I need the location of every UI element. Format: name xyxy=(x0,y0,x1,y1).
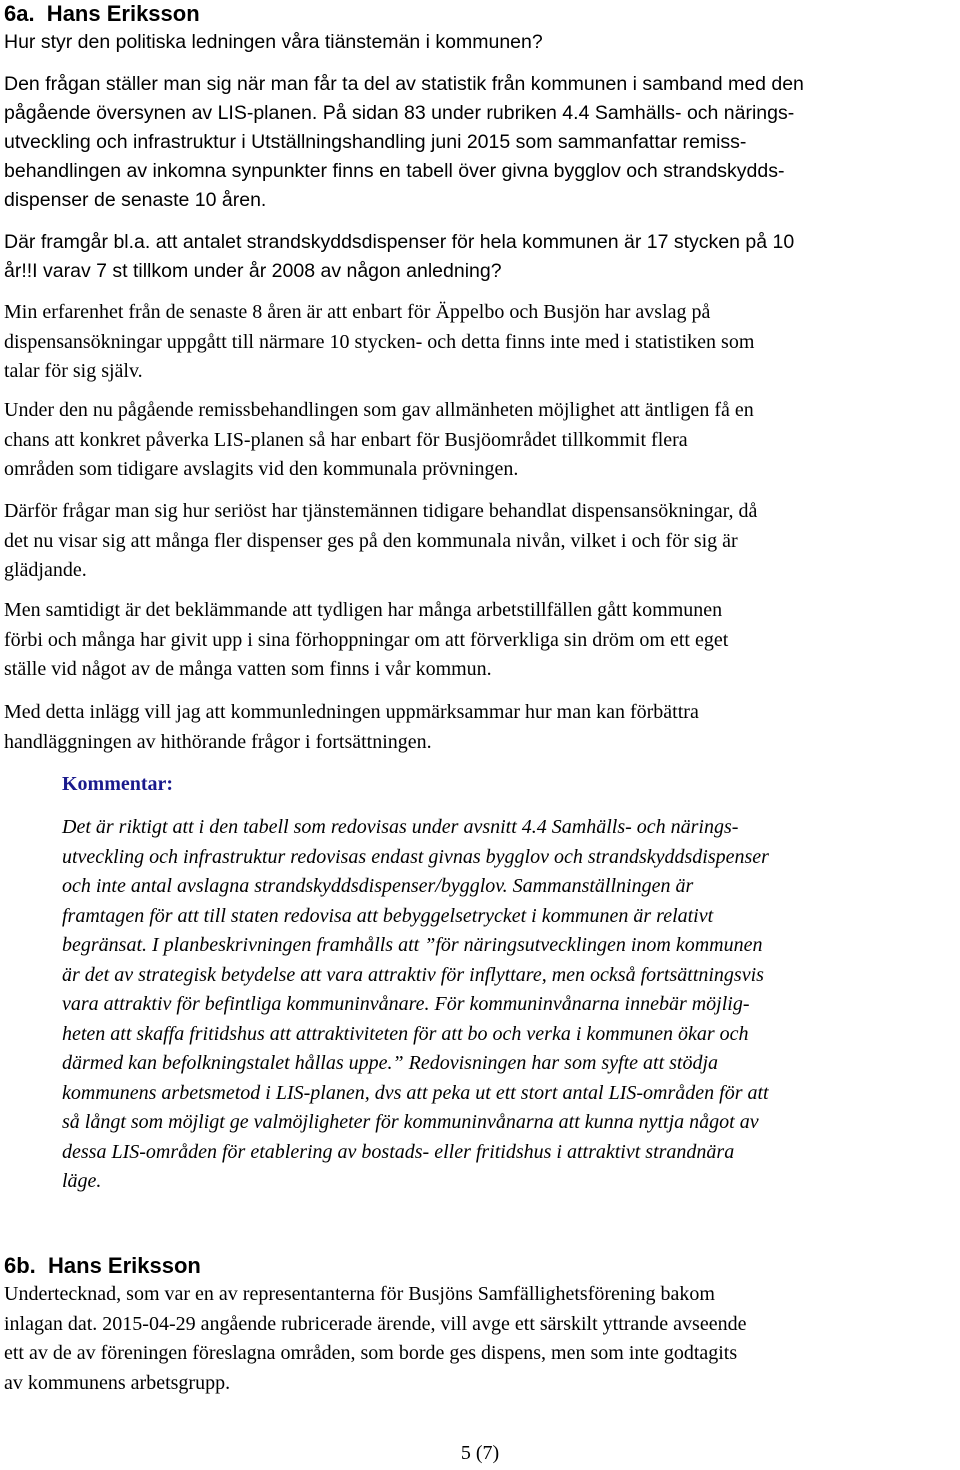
section-b-line: av kommunens arbetsgrupp. xyxy=(4,1371,231,1394)
paragraph-line: Därför frågar man sig hur seriöst har tjänstemännen tidigare behandlat dispensansökningar, då xyxy=(4,500,758,522)
comment-text xyxy=(62,813,769,1197)
paragraph-line: chans att konkret påverka LIS-planen så har enbart för Busjöområdet tillkommit flera xyxy=(4,428,688,451)
comment-line: läge. xyxy=(62,1170,102,1192)
paragraph-line: Under den nu pågående remissbehandlingen som gav allmänheten möjlighet att äntligen få en xyxy=(4,399,754,421)
paragraph-line: dispenser de senaste 10 åren. xyxy=(4,189,267,211)
section-b-line: Undertecknad, som var en av representanterna för Busjöns Samfällighetsförening bakom xyxy=(4,1283,715,1305)
paragraph-line: ställe vid något av de många vatten som finns i vår kommun. xyxy=(4,658,492,680)
comment-block xyxy=(62,770,769,1197)
paragraph-line: handläggningen av hithörande frågor i fortsättningen. xyxy=(4,730,432,753)
comment-line: kommunens arbetsmetod i LIS-planen, dvs att peka ut ett stort antal LIS-områden för att xyxy=(62,1081,769,1104)
intro-line: Den frågan ställer man sig när man får ta del av statistik från kommunen i samband med den xyxy=(4,73,804,95)
comment-line: är det av strategisk betydelse att vara attraktiv för inflyttare, men också fortsättningsvis xyxy=(62,963,764,986)
section-b-line: ett av de av föreningen föreslagna områden, som borde ges dispens, men som inte godtagits xyxy=(4,1342,738,1364)
comment-line: framtagen för att till staten redovisa att bebyggelsetrycket i kommunen är relativt xyxy=(62,904,714,927)
paragraph-5 xyxy=(4,497,757,586)
comment-line: begränsat. I planbeskrivningen framhålls att ”för näringsutvecklingen inom kommunen xyxy=(62,934,763,956)
paragraph-line: det nu visar sig att många fler dispenser ges på den kommunala nivån, vilket i och för sig är xyxy=(4,529,738,552)
paragraph-line: dispensansökningar uppgått till närmare 10 stycken- och detta finns inte med i statistiken som xyxy=(4,330,755,353)
section-b-line: inlagan dat. 2015-04-29 angående rubricerade ärende, vill avge ett särskilt yttrande avseende xyxy=(4,1312,747,1335)
comment-line: vara attraktiv för befintliga kommuninvånare. För kommuninvånarna innebär möjlig- xyxy=(62,993,750,1015)
paragraph-line: områden som tidigare avslagits vid den kommunala prövningen. xyxy=(4,458,519,480)
section-a-intro xyxy=(4,70,804,128)
section-b xyxy=(4,1251,746,1398)
paragraph-3 xyxy=(4,298,754,387)
page-number: 5 (7) xyxy=(460,1442,500,1464)
paragraph-line: år!!I varav 7 st tillkom under år 2008 av någon anledning? xyxy=(4,260,502,282)
paragraph-1 xyxy=(4,128,784,215)
paragraph-line: utveckling och infrastruktur i Utställningshandling juni 2015 som sammanfattar remiss- xyxy=(4,131,747,153)
paragraph-line: glädjande. xyxy=(4,559,87,581)
section-a xyxy=(4,0,543,57)
paragraph-7 xyxy=(4,698,699,757)
section-a-heading: 6a. Hans Eriksson xyxy=(4,1,200,26)
paragraph-line: Min erfarenhet från de senaste 8 åren är att enbart för Äppelbo och Busjön har avslag på xyxy=(4,301,711,323)
paragraph-line: Men samtidigt är det beklämmande att tydligen har många arbetstillfällen gått kommunen xyxy=(4,599,723,621)
paragraph-line: talar för sig själv. xyxy=(4,360,143,382)
paragraph-4 xyxy=(4,396,754,485)
comment-line: och inte antal avslagna strandskyddsdispenser/bygglov. Sammanställningen är xyxy=(62,875,694,897)
comment-line: så långt som möjligt ge valmöjligheter för kommuninvånarna att kunna nyttja något av xyxy=(62,1111,759,1133)
comment-line: därmed kan befolkningstalet hållas uppe.” Redovisningen har som syfte att stödja xyxy=(62,1052,719,1074)
comment-line: heten att skaffa fritidshus att attraktiviteten för att bo och verka i kommunen ökar och xyxy=(62,1022,749,1045)
comment-label: Kommentar: xyxy=(62,773,174,795)
paragraph-line: Där framgår bl.a. att antalet strandskyddsdispenser för hela kommunen är 17 stycken på 10 xyxy=(4,231,795,253)
paragraph-line: Med detta inlägg vill jag att kommunledningen uppmärksammar hur man kan förbättra xyxy=(4,701,699,723)
comment-line: Det är riktigt att i den tabell som redovisas under avsnitt 4.4 Samhälls- och närings- xyxy=(62,816,739,838)
paragraph-line: förbi och många har givit upp i sina förhoppningar om att förverkliga sin dröm om ett eget xyxy=(4,628,729,651)
paragraph-6 xyxy=(4,596,728,685)
paragraph-line: behandlingen av inkomna synpunkter finns en tabell över givna bygglov och strandskydds- xyxy=(4,160,785,182)
section-a-question: Hur styr den politiska ledningen våra tiänstemän i kommunen? xyxy=(4,31,543,53)
section-b-text xyxy=(4,1280,746,1398)
intro-line: pågående översynen av LIS-planen. På sidan 83 under rubriken 4.4 Samhälls- och närings- xyxy=(4,102,795,124)
paragraph-2 xyxy=(4,228,794,286)
section-b-heading: 6b. Hans Eriksson xyxy=(4,1253,201,1278)
comment-line: dessa LIS-områden för etablering av bostads- eller fritidshus i attraktivt strandnära xyxy=(62,1140,735,1163)
comment-line: utveckling och infrastruktur redovisas endast givnas bygglov och strandskyddsdispenser xyxy=(62,845,769,868)
